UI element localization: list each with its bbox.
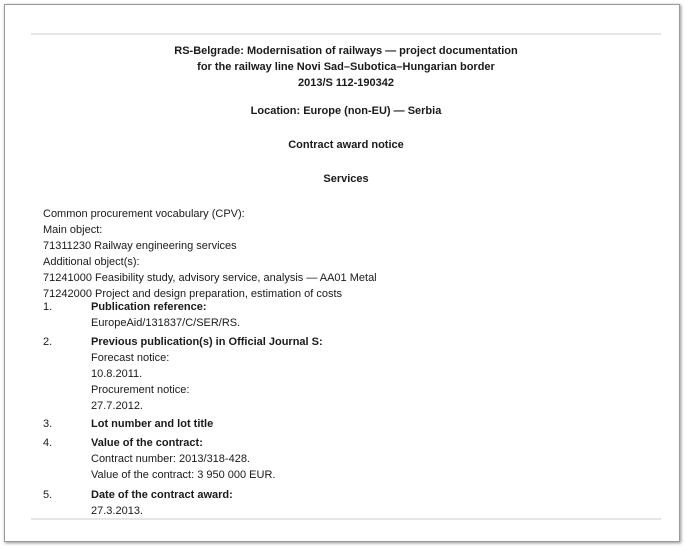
- cpv-line: Additional object(s):: [43, 256, 140, 268]
- section-line: 10.8.2011.: [91, 368, 143, 380]
- title-line: RS-Belgrade: Modernisation of railways — project documentation: [174, 45, 518, 57]
- section-number: 1.: [43, 301, 53, 313]
- section-line: Procurement notice:: [91, 384, 190, 396]
- location-heading: Location: Europe (non-EU) — Serbia: [250, 105, 442, 117]
- notice-type-heading: Contract award notice: [288, 139, 404, 151]
- notice-title: [31, 43, 661, 91]
- section-line: 27.3.2013.: [91, 505, 143, 517]
- section-number: 3.: [43, 418, 53, 430]
- section-number: 2.: [43, 336, 53, 348]
- title-line: 2013/S 112-190342: [297, 77, 395, 89]
- bottom-divider: [31, 518, 661, 520]
- cpv-line: Common procurement vocabulary (CPV):: [43, 208, 245, 220]
- section-line: Contract number: 2013/318-428.: [91, 453, 250, 465]
- section-heading: Date of the contract award:: [91, 489, 233, 501]
- cpv-block: [43, 206, 663, 302]
- top-divider: [31, 33, 661, 35]
- cpv-line: Main object:: [43, 224, 103, 236]
- section-number: 4.: [43, 437, 53, 449]
- section-heading: Lot number and lot title: [91, 418, 214, 430]
- cpv-line: 71311230 Railway engineering services: [43, 240, 237, 252]
- section-number: 5.: [43, 489, 53, 501]
- section-line: EuropeAid/131837/C/SER/RS.: [91, 317, 241, 329]
- cpv-line: 71242000 Project and design preparation, estimation of costs: [43, 288, 343, 300]
- section-heading: Previous publication(s) in Official Journal S:: [91, 336, 323, 348]
- section-line: Forecast notice:: [91, 352, 170, 364]
- title-line: for the railway line Novi Sad–Subotica–Hungarian border: [197, 61, 495, 73]
- section-heading: Publication reference:: [91, 301, 207, 313]
- category-heading: Services: [323, 173, 369, 185]
- section-heading: Value of the contract:: [91, 437, 203, 449]
- cpv-line: 71241000 Feasibility study, advisory service, analysis — AA01 Metal: [43, 272, 377, 284]
- section-line: Value of the contract: 3 950 000 EUR.: [91, 469, 276, 481]
- section-line: 27.7.2012.: [91, 400, 143, 412]
